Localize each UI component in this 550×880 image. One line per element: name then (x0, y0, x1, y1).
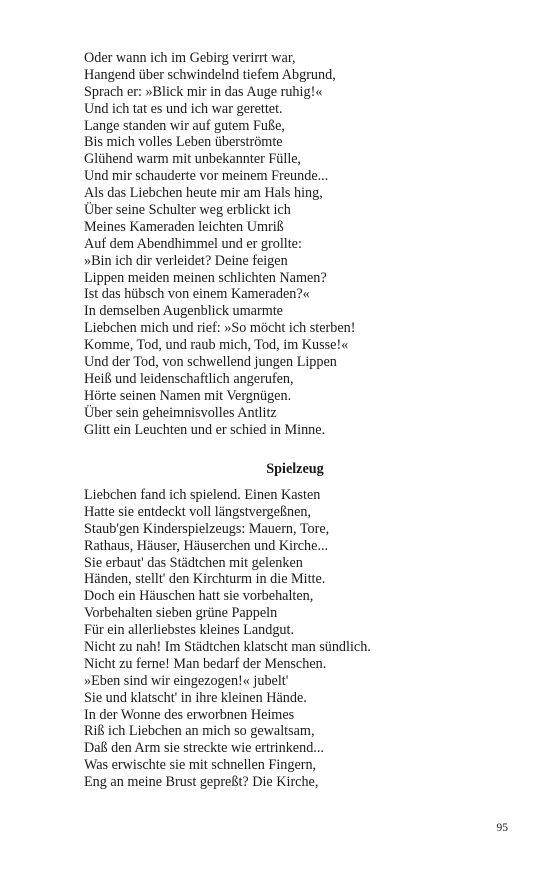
poem-line: »Bin ich dir verleidet? Deine feigen (84, 252, 288, 269)
poem-line: Ist das hübsch von einem Kameraden?« (84, 286, 310, 303)
poem-line: Staub'gen Kinderspielzeugs: Mauern, Tore, (84, 520, 330, 537)
poem-line: Doch ein Häuschen hatt sie vorbehalten, (84, 588, 314, 605)
poem-line: Oder wann ich im Gebirg verirrt war, (84, 50, 296, 66)
poem-line: Vorbehalten sieben grüne Pappeln (84, 605, 278, 622)
poem-line: Sprach er: »Blick mir in das Auge ruhig!« (84, 83, 323, 100)
poem-line: Und der Tod, von schwellend jungen Lippen (84, 354, 337, 371)
poem-line: Liebchen fand ich spielend. Einen Kasten (84, 487, 321, 503)
poem-line: Für ein allerliebstes kleines Landgut. (84, 622, 294, 639)
poem-line: Lippen meiden meinen schlichten Namen? (84, 269, 327, 286)
poem-line: Hatte sie entdeckt voll längstvergeßnen, (84, 503, 312, 520)
poem-spielzeug-stanza (84, 487, 371, 791)
poem-line: Und ich tat es und ich war gerettet. (84, 100, 283, 117)
poem-line: Eng an meine Brust gepreßt? Die Kirche, (84, 774, 319, 791)
poem-line: Nicht zu nah! Im Städtchen klatscht man sündlich. (84, 639, 371, 656)
poem-line: Was erwischte sie mit schnellen Fingern, (84, 757, 317, 774)
poem-line: In der Wonne des erworbnen Heimes (84, 706, 295, 723)
poem-line: Heiß und leidenschaftlich angerufen, (84, 370, 294, 387)
poem-line: Sie erbaut' das Städtchen mit gelenken (84, 554, 303, 571)
poem-line: Riß ich Liebchen an mich so gewaltsam, (84, 723, 315, 740)
poem-line: »Eben sind wir eingezogen!« jubelt' (84, 672, 289, 689)
poem-line: Über seine Schulter weg erblickt ich (84, 202, 291, 219)
poem-line: Hörte seinen Namen mit Vergnügen. (84, 387, 292, 404)
page-number: 95 (496, 822, 508, 834)
poem-line: Sie und klatscht' in ihre kleinen Hände. (84, 689, 307, 706)
poem-line: Bis mich volles Leben überströmte (84, 134, 283, 151)
poem-line: Als das Liebchen heute mir am Hals hing, (84, 185, 323, 202)
poem-line: Rathaus, Häuser, Häuserchen und Kirche... (84, 537, 329, 554)
poem-line: Auf dem Abendhimmel und er grollte: (84, 235, 302, 252)
poem-line: Komme, Tod, und raub mich, Tod, im Kusse!« (84, 337, 349, 354)
poem-line: Daß den Arm sie streckte wie ertrinkend... (84, 740, 324, 757)
poem-title: Spielzeug (266, 461, 324, 477)
poem-line: Über sein geheimnisvolles Antlitz (84, 404, 277, 421)
poem-line: Nicht zu ferne! Man bedarf der Menschen. (84, 655, 327, 672)
poem-line: Glühend warm mit unbekannter Fülle, (84, 151, 302, 168)
poem-line: Händen, stellt' den Kirchturm in die Mitte. (84, 571, 326, 588)
poem-line: Hangend über schwindelnd tiefem Abgrund, (84, 66, 336, 83)
poem-line: Und mir schauderte vor meinem Freunde... (84, 168, 329, 185)
poem-line: Lange standen wir auf gutem Fuße, (84, 117, 285, 134)
poem-line: Glitt ein Leuchten und er schied in Minne. (84, 421, 326, 438)
poem-line: Meines Kameraden leichten Umriß (84, 218, 284, 235)
poem-line: In demselben Augenblick umarmte (84, 303, 283, 320)
poem-line: Liebchen mich und rief: »So möcht ich sterben! (84, 320, 356, 337)
poem-continued-stanza (84, 50, 355, 438)
